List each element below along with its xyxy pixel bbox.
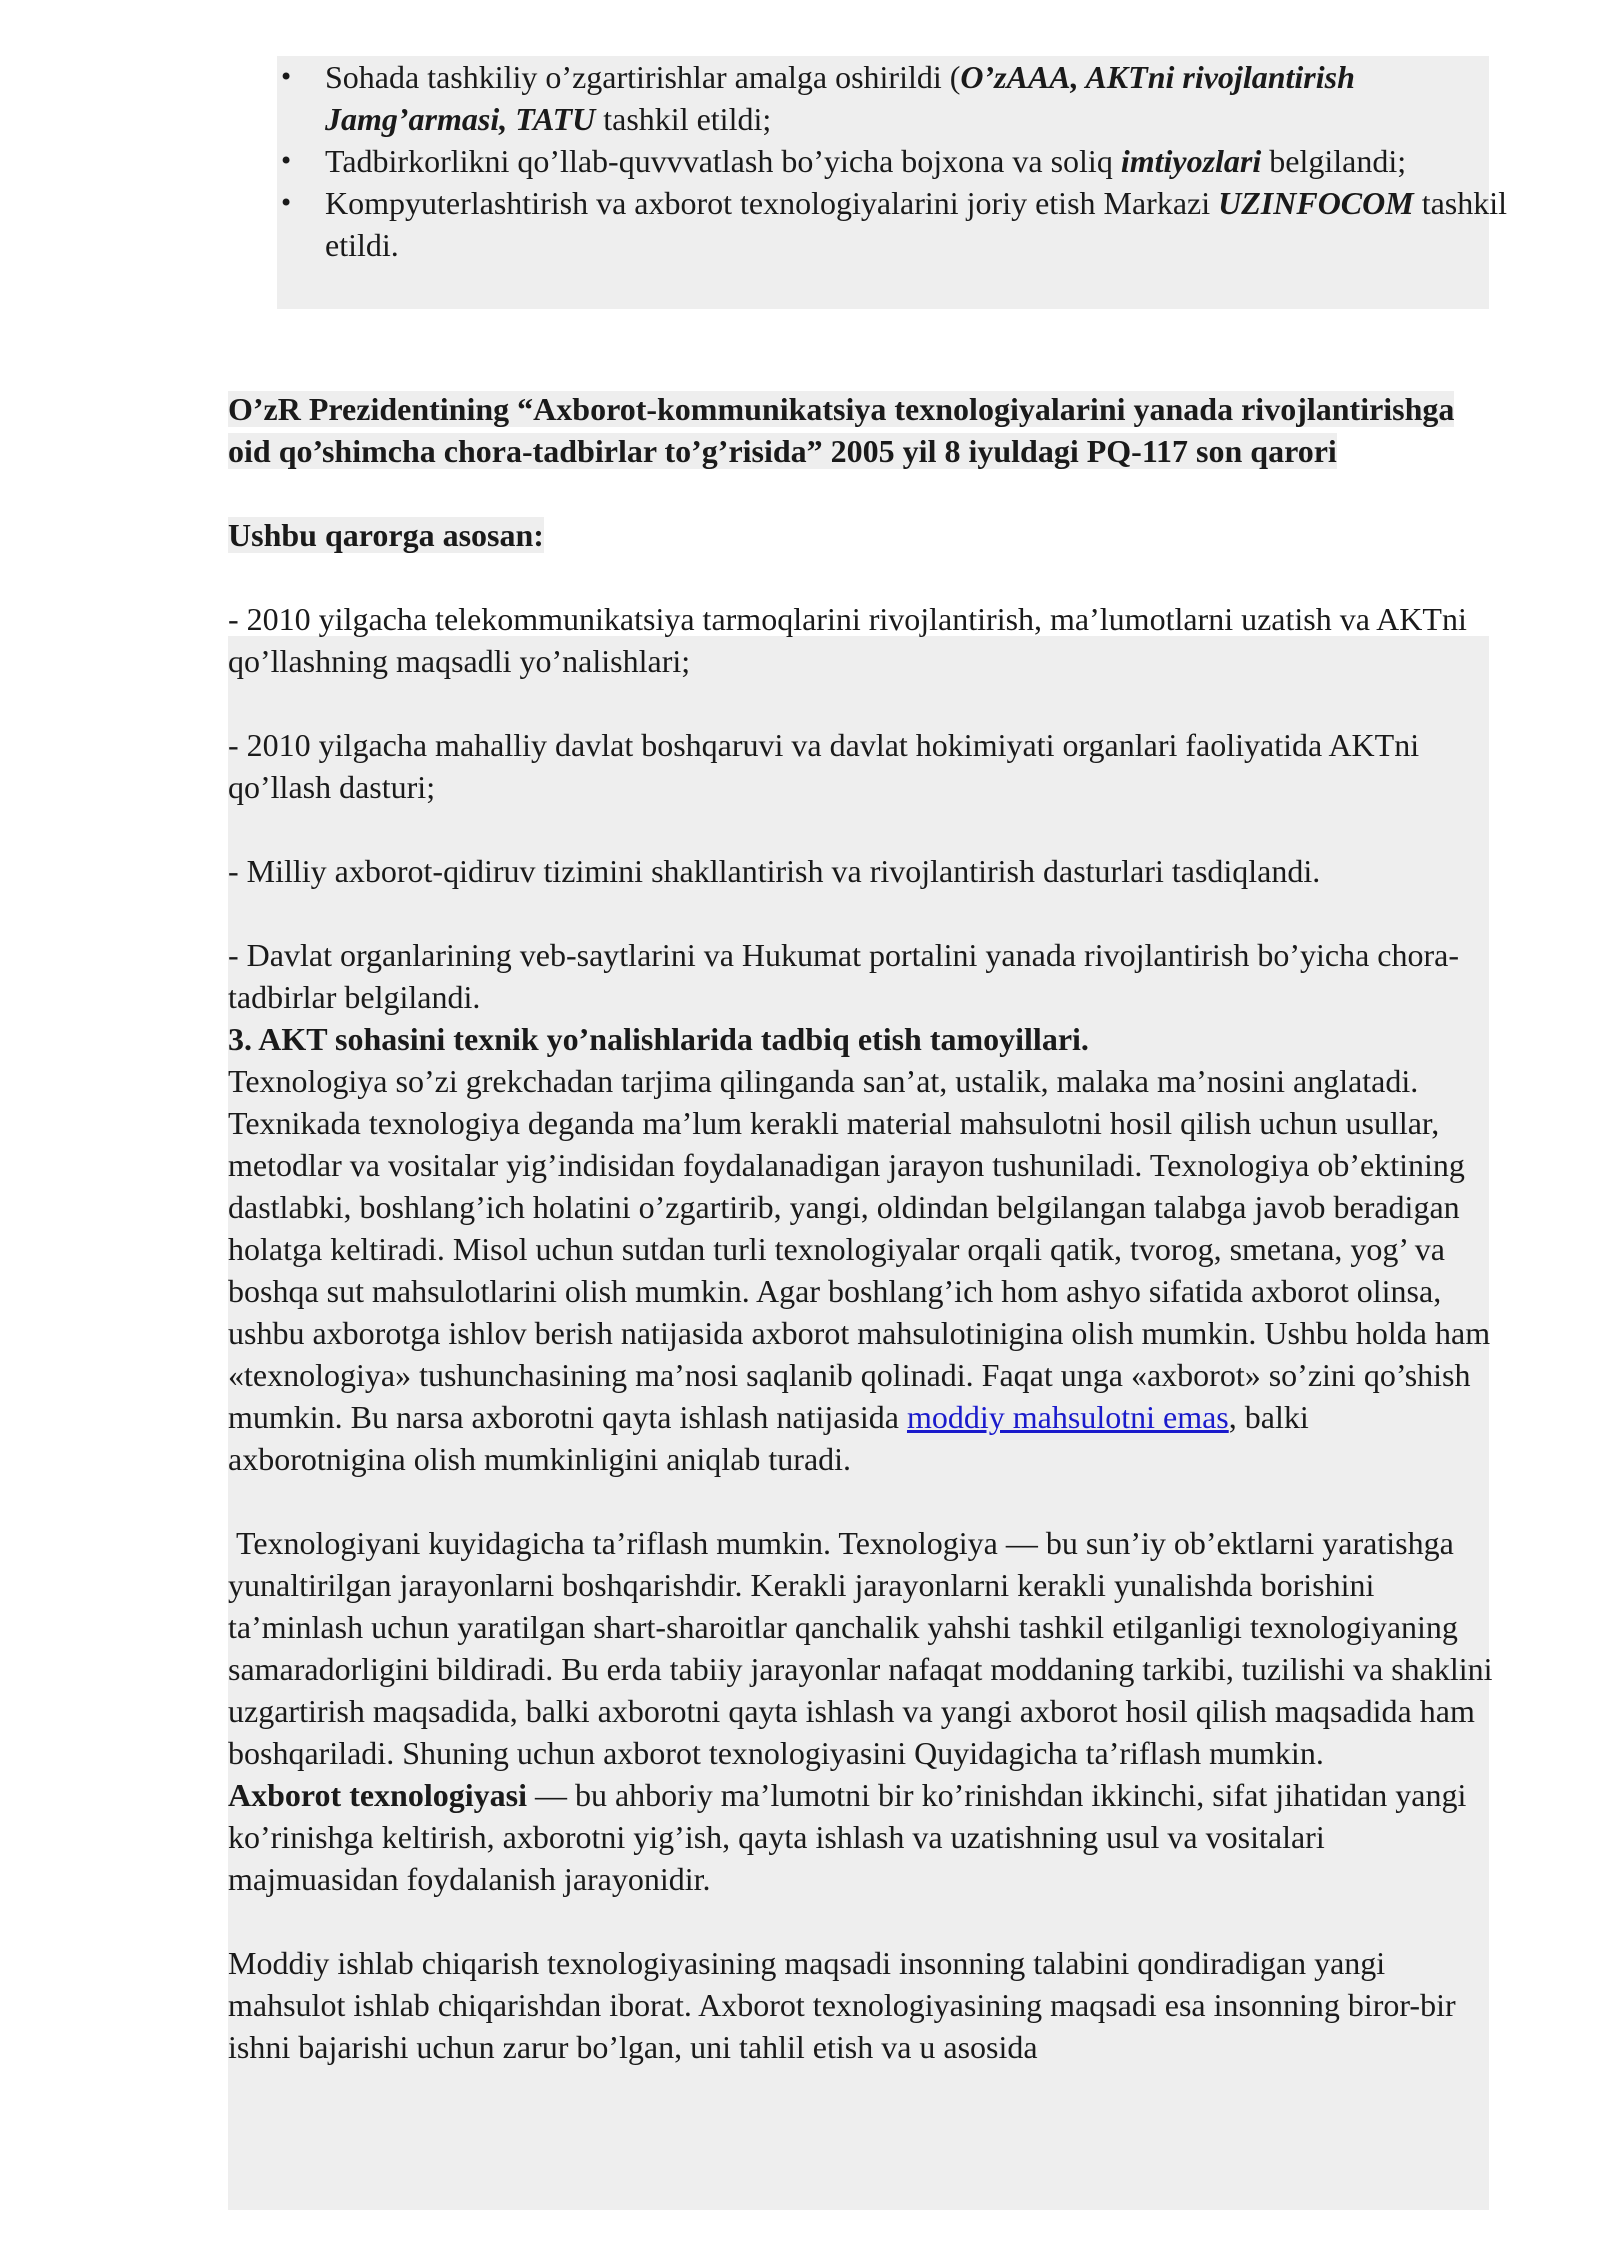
- decree-item: - Davlat organlarining veb-saytlarini va Hukumat portalini yanada rivojlantirish bo’yicha chora-tadbirlar belgilandi.: [228, 937, 1460, 1015]
- body-paragraph: Texnologiyani kuyidagicha ta’riflash mumkin. Texnologiya — bu sun’iy ob’ektlarni yaratishga yunaltirilgan jarayonlarni boshqarishdir. Kerakli jarayonlarni kerakli yunalishda borishini ta’minlash uchun yaratilgan shart-sharoitlar qanchalik yahshi tashkil etilganligi texnologiyaning samaradorligini bildiradi. Bu erda tabiiy jarayonlar nafaqat moddaning tarkibi, tuzilishi va shaklini uzgartirish maqsadida, balki axborotni qayta ishlash va yangi axborot hosil qilish maqsadida ham boshqariladi. Shuning uchun axborot texnologiyasini Quyidagicha ta’riflash mumkin.: [228, 1525, 1501, 1771]
- decree-item: - 2010 yilgacha mahalliy davlat boshqaruvi va davlat hokimiyati organlari faoliyatida AKTni qo’llash dasturi;: [228, 727, 1420, 805]
- inline-link[interactable]: moddiy mahsulotni emas: [906, 1399, 1229, 1435]
- bullet-item: • Kompyuterlashtirish va axborot texnologiyalarini joriy etish Markazi UZINFOCOM tashkil etildi.: [325, 182, 1515, 266]
- bullet-item: • Tadbirkorlikni qo’llab-quvvvatlash bo’yicha bojxona va soliq imtiyozlari belgilandi;: [325, 140, 1515, 182]
- basis-heading: Ushbu qarorga asosan:: [228, 517, 544, 553]
- defined-term: Axborot texnologiyasi: [228, 1777, 527, 1813]
- definition-paragraph: Axborot texnologiyasi — bu ahboriy ma’lumotni bir ko’rinishdan ikkinchi, sifat jihatidan yangi ko’rinishga keltirish, axborotni yig’ish, qayta ishlash va uzatishning usul va vositalari majmuasidan foydalanish jarayonidir.: [228, 1777, 1467, 1897]
- decree-item: - Milliy axborot-qidiruv tizimini shakllantirish va rivojlantirish dasturlari tasdiqlandi.: [228, 853, 1321, 889]
- body-paragraph: Texnologiya so’zi grekchadan tarjima qilinganda san’at, ustalik, malaka ma’nosini anglatadi. Texnikada texnologiya deganda ma’lum kerakli material mahsulotni hosil qilish uchun usullar, metodlar va vositalar yig’indisidan foydalanadigan jarayon tushuniladi. Texnologiya ob’ektining dastlabki, boshlang’ich holatini o’zgartirib, yangi, oldindan belgilangan talabga javob beradigan holatga keltiradi. Misol uchun sutdan turli texnologiyalar orqali qatik, tvorog, smetana, yog’ va boshqa sut mahsulotlarini olish mumkin. Agar boshlang’ich hom ashyo sifatida axborot olinsa, ushbu axborotga ishlov berish natijasida axborot mahsulotinigina olish mumkin. Ushbu holda ham «texnologiya» tushunchasining ma’nosi saqlanib qolinadi. Faqat unga «axborot» so’zini qo’shish mumkin. Bu narsa axborotni qayta ishlash natijasida moddiy mahsulotni emas, balki axborotnigina olish mumkinligini aniqlab turadi.: [228, 1063, 1491, 1477]
- bullet-list: [277, 56, 1515, 266]
- document-body: [228, 388, 1501, 2068]
- decree-item: - 2010 yilgacha telekommunikatsiya tarmoqlarini rivojlantirish, ma’lumotlarni uzatish va AKTni qo’llashning maqsadli yo’nalishlari;: [228, 601, 1467, 679]
- bullet-item: • Sohada tashkiliy o’zgartirishlar amalga oshirildi (O’zAAA, AKTni rivojlantirish Jamg’armasi, TATU tashkil etildi;: [325, 56, 1515, 140]
- decree-title: O’zR Prezidentining “Axborot-kommunikatsiya texnologiyalarini yanada rivojlantirishga oid qo’shimcha chora-tadbirlar to’g’risida” 2005 yil 8 iyuldagi PQ-117 son qarori: [228, 391, 1455, 469]
- section-heading: 3. AKT sohasini texnik yo’nalishlarida tadbiq etish tamoyillari.: [228, 1021, 1089, 1057]
- body-paragraph: Moddiy ishlab chiqarish texnologiyasining maqsadi insonning talabini qondiradigan yangi mahsulot ishlab chiqarishdan iborat. Axborot texnologiyasining maqsadi esa insonning biror-bir ishni bajarishi uchun zarur bo’lgan, uni tahlil etish va u asosida: [228, 1945, 1456, 2065]
